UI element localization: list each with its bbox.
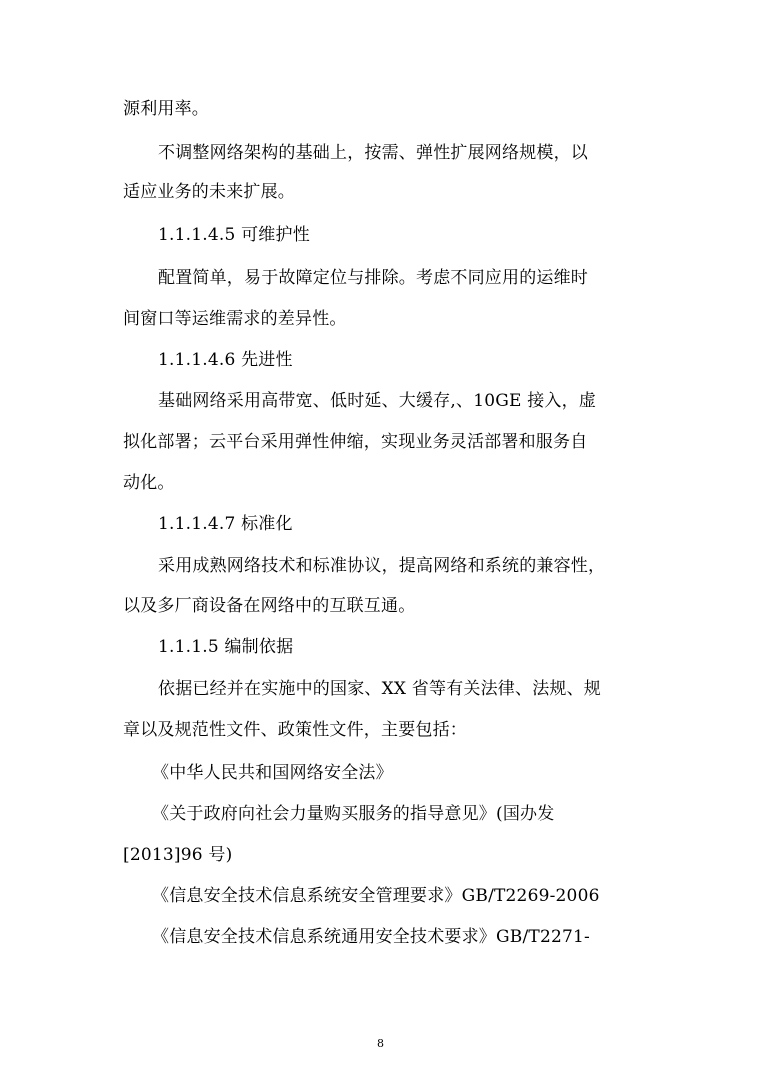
reference-item-continuation: [2013]96 号) xyxy=(123,845,233,865)
text-line: 动化。 xyxy=(123,473,175,493)
section-heading: 1.1.1.4.7 标准化 xyxy=(158,514,293,534)
text-line: 源利用率。 xyxy=(123,99,209,119)
text-line: 基础网络采用高带宽、低时延、大缓存,、10GE 接入，虚 xyxy=(158,391,597,411)
section-heading: 1.1.1.4.6 先进性 xyxy=(158,350,293,370)
section-heading: 1.1.1.4.5 可维护性 xyxy=(158,225,310,245)
text-line: 采用成熟网络技术和标准协议，提高网络和系统的兼容性， xyxy=(158,556,606,576)
text-line: 不调整网络架构的基础上，按需、弹性扩展网络规模，以 xyxy=(158,143,588,163)
page-number: 8 xyxy=(377,1037,384,1050)
section-heading: 1.1.1.5 编制依据 xyxy=(158,637,294,657)
reference-item: 《中华人民共和国网络安全法》 xyxy=(152,763,393,783)
reference-item: 《信息安全技术信息系统安全管理要求》GB/T2269-2006 xyxy=(152,886,600,906)
reference-item: 《关于政府向社会力量购买服务的指导意见》(国办发 xyxy=(152,804,555,824)
text-line: 配置简单，易于故障定位与排除。考虑不同应用的运维时 xyxy=(158,268,588,288)
reference-item: 《信息安全技术信息系统通用安全技术要求》GB/T2271- xyxy=(152,927,590,947)
text-line: 章以及规范性文件、政策性文件，主要包括： xyxy=(123,720,467,740)
text-line: 以及多厂商设备在网络中的互联互通。 xyxy=(123,596,416,616)
text-line: 拟化部署；云平台采用弹性伸缩，实现业务灵活部署和服务自 xyxy=(123,432,588,452)
text-line: 依据已经并在实施中的国家、XX 省等有关法律、法规、规 xyxy=(158,679,602,699)
text-line: 间窗口等运维需求的差异性。 xyxy=(123,309,347,329)
text-line: 适应业务的未来扩展。 xyxy=(123,182,295,202)
